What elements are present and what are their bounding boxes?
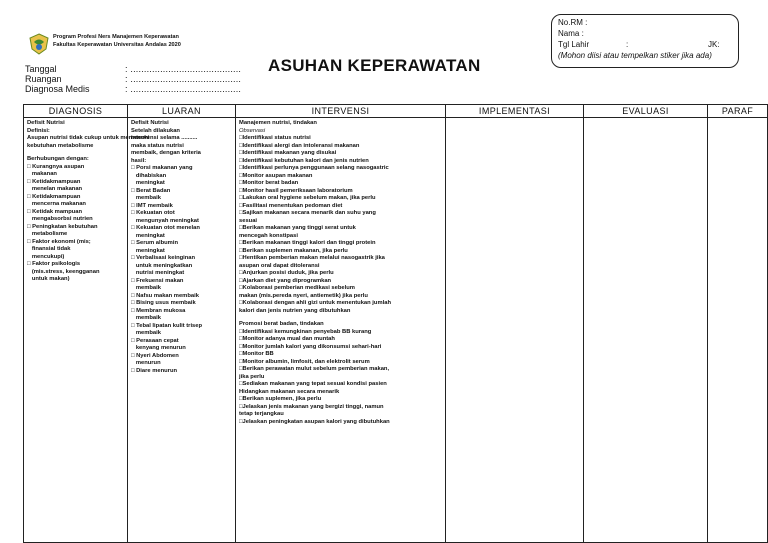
- checklist-item[interactable]: [131, 323, 232, 338]
- checklist-item[interactable]: [131, 240, 232, 255]
- header-luaran: LUARAN: [128, 105, 236, 118]
- tgl-lahir-label[interactable]: Tgl Lahir: [558, 40, 590, 49]
- intervensi-item[interactable]: □Monitor asupan makanan: [239, 172, 313, 179]
- field-label: Tanggal: [25, 64, 57, 74]
- table-row: [24, 118, 768, 543]
- intervensi-item[interactable]: □Identifikasi alergi dan intoleransi makanan: [239, 142, 360, 149]
- header-fields: [25, 64, 241, 94]
- table-header-row: [24, 105, 768, 118]
- diagnosis-text: Asupan nutrisi tidak cukup untuk memenuhi: [27, 135, 150, 141]
- intervensi-item[interactable]: tetap terjangkau: [239, 411, 284, 417]
- header-diagnosis: DIAGNOSIS: [24, 105, 128, 118]
- tgl-lahir-row: [558, 39, 738, 50]
- intervensi-item[interactable]: kalori dan jenis nutrien yang dibutuhkan: [239, 307, 351, 314]
- care-plan-table: [23, 104, 768, 543]
- checklist-text: □ Kurangnya asupan: [27, 163, 85, 170]
- checklist-text: □ Faktor ekonomi (mis;: [27, 238, 91, 245]
- intervensi-cell: [236, 118, 446, 543]
- intervensi-item[interactable]: □Sajikan makanan secara menarik dan suhu yang: [239, 210, 376, 216]
- field-value[interactable]: : .........................................: [125, 84, 242, 94]
- checklist-text: □ Ketidak mampuan: [27, 208, 83, 215]
- nama-field[interactable]: Nama :: [558, 29, 584, 38]
- checklist-text: □ Ketidakmampuan: [27, 193, 81, 200]
- checklist-text: □ Kekuatan otot: [131, 210, 175, 216]
- intervensi-item[interactable]: □Jelaskan jenis makanan yang bergizi tinggi, namun: [239, 403, 384, 410]
- intervensi-item[interactable]: □Monitor hasil pemeriksaan laboratorium: [239, 187, 353, 194]
- intervensi-item[interactable]: □Berikan suplemen, jika perlu: [239, 396, 322, 402]
- checklist-text: membaik: [131, 315, 161, 321]
- field-label: Diagnosa Medis: [25, 84, 90, 94]
- intervensi-item[interactable]: jika perlu: [239, 373, 265, 380]
- intervensi-item[interactable]: □Monitor albumin, limfosit, dan elektrolit serum: [239, 358, 370, 365]
- tgl-lahir-colon: :: [626, 40, 629, 49]
- checklist-text: metabolisme: [27, 231, 68, 237]
- header-implementasi: IMPLEMENTASI: [446, 105, 584, 118]
- checklist-item[interactable]: [131, 338, 232, 353]
- intervensi-item[interactable]: □Berikan perawatan mulut sebelum pemberian makan,: [239, 366, 390, 372]
- checklist-text: □ Frekuensi makan: [131, 277, 184, 284]
- intervensi-item[interactable]: asupan oral dapat ditoleransi: [239, 262, 320, 269]
- checklist-item[interactable]: [131, 210, 232, 225]
- checklist-item[interactable]: [27, 164, 124, 179]
- intervensi-item[interactable]: □Ajarkan diet yang diprogramkan: [239, 277, 332, 284]
- checklist-text: □ Serum albumin: [131, 240, 178, 246]
- header-intervensi: INTERVENSI: [236, 105, 446, 118]
- luaran-cell: [128, 118, 236, 543]
- checklist-text: mengabsorbsi nutrien: [27, 216, 93, 222]
- intervensi-item[interactable]: makan (mis.pereda nyeri, antiemetik) jika perlu: [239, 292, 368, 299]
- checklist-item[interactable]: [131, 188, 232, 203]
- faculty-line: Fakultas Keperawatan Universitas Andalas 2020: [53, 42, 181, 48]
- checklist-item[interactable]: [131, 255, 232, 278]
- luaran-text: membaik, dengan kriteria: [131, 150, 201, 156]
- header-evaluasi: EVALUASI: [584, 105, 708, 118]
- checklist-text: □ Faktor psikologis: [27, 261, 81, 267]
- checklist-item[interactable]: [27, 194, 124, 209]
- intervensi-item[interactable]: □Monitor berat badan: [239, 180, 299, 186]
- checklist-text: □ Nafsu makan membaik: [131, 292, 199, 299]
- no-rm-field[interactable]: No.RM :: [558, 18, 588, 27]
- field-value[interactable]: : .........................................: [125, 74, 242, 84]
- university-logo: [28, 33, 50, 55]
- institution-name: [53, 33, 181, 49]
- luaran-checklist: [131, 165, 232, 375]
- checklist-item[interactable]: [27, 179, 124, 194]
- checklist-text: □ IMT membaik: [131, 202, 173, 209]
- checklist-text: (mis.stress, keengganan: [27, 268, 100, 275]
- checklist-item[interactable]: [131, 293, 232, 301]
- checklist-text: mencerna makanan: [27, 201, 86, 207]
- intervensi-item[interactable]: □Hentikan pemberian makan melalui nasogastrik jika: [239, 255, 385, 261]
- checklist-item[interactable]: [27, 224, 124, 239]
- field-tanggal: [25, 64, 241, 74]
- checklist-text: meningkat: [131, 232, 165, 239]
- checklist-text: makanan: [27, 171, 57, 177]
- checklist-text: □ Tebal lipatan kulit trisep: [131, 322, 203, 329]
- document-title: ASUHAN KEPERAWATAN: [268, 56, 481, 75]
- intervensi-item[interactable]: □Sediakan makanan yang tepat sesuai kondisi pasien: [239, 381, 387, 387]
- intervensi-item[interactable]: □Fasilitasi menentukan pedoman diet: [239, 202, 343, 209]
- intervensi-item[interactable]: Hidangkan makanan secara menarik: [239, 388, 340, 395]
- checklist-item[interactable]: [131, 203, 232, 211]
- intervensi-item[interactable]: □Identifikasi kemungkinan penyebab BB kurang: [239, 328, 372, 335]
- diagnosis-text: kebutuhan metabolisme: [27, 142, 94, 149]
- checklist-item[interactable]: [131, 308, 232, 323]
- intervensi-item[interactable]: □Monitor jumlah kalori yang dikonsumsi sehari-hari: [239, 343, 382, 350]
- intervensi-item[interactable]: □Berikan makanan tinggi kalori dan tinggi protein: [239, 240, 376, 246]
- intervensi-item[interactable]: □Jelaskan peningkatan asupan kalori yang dibutuhkan: [239, 418, 390, 425]
- checklist-item[interactable]: [27, 261, 124, 284]
- intervensi-item[interactable]: □Anjurkan posisi duduk, jika perlu: [239, 270, 334, 276]
- checklist-text: □ Kekuatan otot menelan: [131, 225, 200, 231]
- checklist-text: □ Berat Badan: [131, 187, 171, 194]
- checklist-text: □ Nyeri Abdomen: [131, 352, 179, 359]
- checklist-text: meningkat: [131, 180, 165, 186]
- diagnosis-text: Defisit Nutrisi: [27, 120, 65, 126]
- checklist-item[interactable]: [27, 239, 124, 262]
- intervensi-item[interactable]: □Monitor adanya mual dan muntah: [239, 336, 335, 342]
- checklist-item[interactable]: [131, 368, 232, 376]
- intervensi-item[interactable]: mencegah konstipasi: [239, 232, 298, 239]
- checklist-item[interactable]: [131, 300, 232, 308]
- checklist-text: untuk meningkatkan: [131, 262, 193, 269]
- checklist-text: membaik: [131, 195, 161, 201]
- checklist-text: □ Membran mukosa: [131, 307, 186, 314]
- checklist-text: □ Porsi makanan yang: [131, 165, 193, 171]
- checklist-text: nutrisi meningkat: [131, 270, 185, 276]
- checklist-item[interactable]: [131, 278, 232, 293]
- checklist-text: mengunyah meningkat: [131, 217, 199, 224]
- intervensi-checklist-b: [239, 329, 442, 427]
- evaluasi-cell[interactable]: [584, 118, 708, 543]
- intervensi-item[interactable]: □Kolaborasi dengan ahli gizi untuk menentukan jumlah: [239, 300, 391, 306]
- field-diagnosa-medis: [25, 84, 241, 94]
- checklist-text: □ Verbalisasi keinginan: [131, 255, 196, 261]
- checklist-text: □ Perasaan cepat: [131, 337, 179, 344]
- field-ruangan: [25, 74, 241, 84]
- checklist-text: □ Bising usus membaik: [131, 300, 196, 306]
- checklist-text: meningkat: [131, 247, 165, 254]
- checklist-item[interactable]: [131, 225, 232, 240]
- diagnosis-text: Berhubungan dengan:: [27, 156, 89, 162]
- program-line: Program Profesi Ners Manajemen Keperawatan: [53, 34, 179, 40]
- intervensi-checklist-a: [239, 135, 442, 315]
- patient-id-box: [551, 14, 739, 68]
- header-paraf: PARAF: [708, 105, 768, 118]
- field-value[interactable]: : .........................................: [125, 64, 242, 74]
- checklist-text: mencukupi): [27, 253, 65, 260]
- luaran-text: Setelah dilakukan: [131, 127, 180, 134]
- intervensi-item[interactable]: □Berikan makanan yang tinggi serat untuk: [239, 225, 356, 231]
- intervensi-heading: Promosi berat badan, tindakan: [239, 321, 324, 327]
- checklist-text: □ Diare menurun: [131, 367, 178, 374]
- luaran-text: intervensi selama ..........: [131, 135, 198, 141]
- checklist-text: □ Peningkatan kebutuhan: [27, 223, 98, 230]
- jk-label[interactable]: JK:: [708, 40, 720, 49]
- intervensi-item[interactable]: □Identifikasi kebutuhan kalori dan jenis nutrien: [239, 157, 369, 164]
- checklist-text: finansial tidak: [27, 246, 71, 252]
- intervensi-item[interactable]: □Berikan suplemen makanan, jika perlu: [239, 247, 348, 254]
- checklist-text: dihabiskan: [131, 172, 167, 179]
- checklist-text: menurun: [131, 360, 161, 366]
- intervensi-item[interactable]: □Identifikasi status nutrisi: [239, 135, 311, 141]
- checklist-text: □ Ketidakmampuan: [27, 178, 81, 185]
- intervensi-item[interactable]: □Monitor BB: [239, 351, 274, 357]
- intervensi-item[interactable]: □Lakukan oral hygiene sebelum makan, jika perlu: [239, 195, 376, 201]
- intervensi-item[interactable]: □Identifikasi perlunya penggunaan selang nasogastric: [239, 165, 389, 171]
- checklist-text: membaik: [131, 330, 161, 336]
- implementasi-cell[interactable]: [446, 118, 584, 543]
- luaran-text: Defisit Nutrisi: [131, 120, 169, 126]
- luaran-text: hasil:: [131, 157, 147, 164]
- field-label: Ruangan: [25, 74, 62, 84]
- checklist-item[interactable]: [131, 353, 232, 368]
- checklist-text: untuk makan): [27, 276, 70, 282]
- checklist-text: menelan makanan: [27, 186, 83, 192]
- checklist-item[interactable]: [27, 209, 124, 224]
- sticker-note: (Mohon diisi atau tempelkan stiker jika ada): [558, 51, 712, 60]
- intervensi-item[interactable]: □Identifikasi makanan yang disukai: [239, 150, 337, 156]
- intervensi-heading: Manajemen nutrisi, tindakan: [239, 120, 317, 126]
- checklist-item[interactable]: [131, 165, 232, 188]
- paraf-cell[interactable]: [708, 118, 768, 543]
- diagnosis-checklist: [27, 164, 124, 284]
- checklist-text: membaik: [131, 285, 161, 291]
- checklist-text: kenyang menurun: [131, 345, 186, 351]
- intervensi-item[interactable]: □Kolaborasi pemberian medikasi sebelum: [239, 285, 355, 291]
- intervensi-item[interactable]: sesuai: [239, 217, 258, 224]
- observasi-label: Observasi: [239, 127, 266, 134]
- luaran-text: maka status nutrisi: [131, 142, 184, 149]
- diagnosis-text: Definisi:: [27, 127, 50, 134]
